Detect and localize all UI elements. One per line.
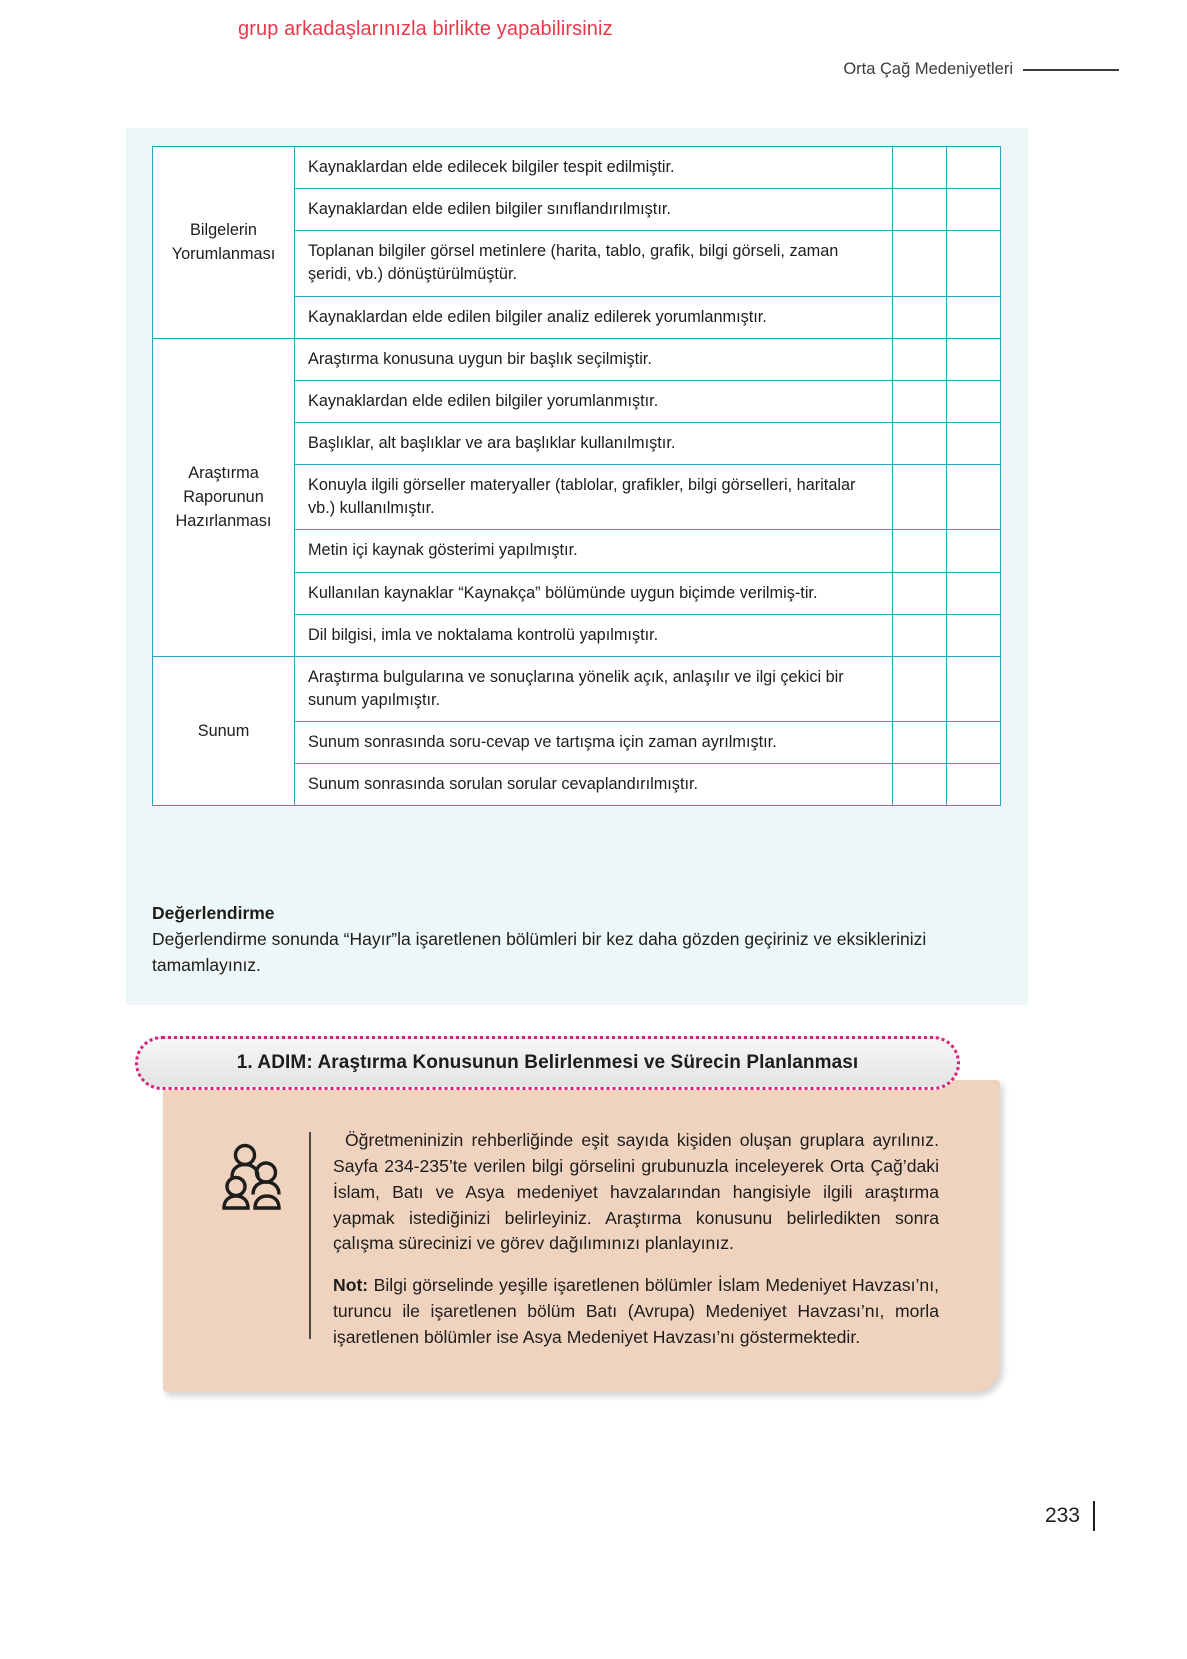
rubric-no-cell[interactable]	[947, 231, 1001, 296]
rubric-category-line: Sunum	[197, 722, 250, 741]
rubric-no-cell[interactable]	[947, 147, 1001, 189]
rubric-category-line: Raporunun	[183, 488, 264, 507]
rubric-no-cell[interactable]	[947, 722, 1001, 764]
rubric-statement-cell: Kaynaklardan elde edilen bilgiler yorumlanmıştır.	[295, 380, 893, 422]
rubric-no-cell[interactable]	[947, 530, 1001, 572]
step-banner-label: 1. ADIM: Araştırma Konusunun Belirlenmesi ve Sürecin Planlanması	[236, 1052, 859, 1073]
rubric-category-line: Araştırma	[188, 464, 259, 483]
instruction-text	[333, 1120, 939, 1351]
rubric-statement-cell: Araştırma bulgularına ve sonuçlarına yönelik açık, anlaşılır ve ilgi çekici bir sunum yapılmıştır.	[295, 656, 893, 721]
rubric-statement-cell: Kaynaklardan elde edilen bilgiler sınıflandırılmıştır.	[295, 189, 893, 231]
rubric-statement-cell: Kaynaklardan elde edilecek bilgiler tespit edilmiştir.	[295, 147, 893, 189]
instruction-paragraph: Öğretmeninizin rehberliğinde eşit sayıda kişiden oluşan gruplara ayrılınız. Sayfa 234-235’te verilen bilgi görselini grubunuzla inceleyerek Orta Çağ’daki İslam, Batı ve Asya medeniyet havzalarından hangisiyle ilgili araştırma yapmak istediğinizi belirleyiniz. Araştırma konusunu belirledikten sonra çalışma sürecinizi ve görev dağılımınızı planlayınız.	[333, 1130, 939, 1254]
rubric-no-cell[interactable]	[947, 465, 1001, 530]
rubric-yes-cell[interactable]	[893, 338, 947, 380]
rubric-yes-cell[interactable]	[893, 296, 947, 338]
rubric-yes-cell[interactable]	[893, 572, 947, 614]
table-row	[153, 147, 1001, 189]
rubric-yes-cell[interactable]	[893, 656, 947, 721]
evaluation-note	[152, 903, 1000, 979]
running-head-label: Orta Çağ Medeniyetleri	[843, 60, 1013, 78]
rubric-no-cell[interactable]	[947, 656, 1001, 721]
rubric-statement-cell: Metin içi kaynak gösterimi yapılmıştır.	[295, 530, 893, 572]
rubric-no-cell[interactable]	[947, 572, 1001, 614]
rubric-yes-cell[interactable]	[893, 380, 947, 422]
rubric-statement-cell: Dil bilgisi, imla ve noktalama kontrolü yapılmıştır.	[295, 614, 893, 656]
rubric-no-cell[interactable]	[947, 614, 1001, 656]
rubric-yes-cell[interactable]	[893, 530, 947, 572]
rubric-no-cell[interactable]	[947, 338, 1001, 380]
page-top-note: grup arkadaşlarınızla birlikte yapabilirsiniz	[238, 18, 613, 40]
group-people-icon	[219, 1120, 295, 1351]
rubric-no-cell[interactable]	[947, 380, 1001, 422]
rubric-category-cell	[153, 656, 295, 806]
rubric-statement-cell: Araştırma konusuna uygun bir başlık seçilmiştir.	[295, 338, 893, 380]
evaluation-title: Değerlendirme	[152, 903, 275, 923]
rubric-yes-cell[interactable]	[893, 189, 947, 231]
rubric-yes-cell[interactable]	[893, 231, 947, 296]
rubric-category-line: Hazırlanması	[175, 512, 272, 531]
rubric-yes-cell[interactable]	[893, 147, 947, 189]
folio-rule	[1093, 1501, 1095, 1531]
running-head	[843, 60, 1119, 79]
rubric-yes-cell[interactable]	[893, 764, 947, 806]
rubric-statement-cell: Toplanan bilgiler görsel metinlere (harita, tablo, grafik, bilgi görseli, zaman şeridi, vb.) dönüştürülmüştür.	[295, 231, 893, 296]
rubric-yes-cell[interactable]	[893, 722, 947, 764]
rubric-category-cell	[153, 147, 295, 339]
rubric-category-line: Yorumlanması	[171, 245, 276, 264]
page-number: 233	[1044, 1504, 1080, 1527]
rubric-statement-cell: Kullanılan kaynaklar “Kaynakça” bölümünde uygun biçimde verilmiş-tir.	[295, 572, 893, 614]
rubric-yes-cell[interactable]	[893, 614, 947, 656]
rubric-no-cell[interactable]	[947, 422, 1001, 464]
table-row	[153, 656, 1001, 721]
instruction-note-text: Bilgi görselinde yeşille işaretlenen bölümler İslam Medeniyet Havzası’nı, turuncu ile işaretlenen bölüm Batı (Avrupa) Medeniyet Havzası’nı, morla işaretlenen bölümler ise Asya Medeniyet Havzası’nı göstermektedir.	[333, 1275, 939, 1348]
rubric-body	[153, 147, 1001, 806]
instruction-note	[333, 1273, 939, 1351]
rubric-no-cell[interactable]	[947, 189, 1001, 231]
evaluation-body: Değerlendirme sonunda “Hayır”la işaretlenen bölümleri bir kez daha gözden geçiriniz ve eksiklerinizi tamamlayınız.	[152, 929, 927, 975]
step-banner	[135, 1036, 960, 1090]
rubric-statement-cell: Konuyla ilgili görseller materyaller (tablolar, grafikler, bilgi görselleri, haritalar vb.) kullanılmıştır.	[295, 465, 893, 530]
rubric-category-line: Bilgelerin	[190, 221, 257, 240]
rubric-no-cell[interactable]	[947, 764, 1001, 806]
evaluation-rubric-table	[152, 146, 1001, 806]
rubric-category-cell	[153, 338, 295, 656]
rubric-statement-cell: Sunum sonrasında soru-cevap ve tartışma için zaman ayrılmıştır.	[295, 722, 893, 764]
instruction-note-label: Not:	[333, 1275, 369, 1296]
rubric-statement-cell: Başlıklar, alt başlıklar ve ara başlıklar kullanılmıştır.	[295, 422, 893, 464]
instruction-divider	[309, 1132, 311, 1339]
rubric-statement-cell: Kaynaklardan elde edilen bilgiler analiz edilerek yorumlanmıştır.	[295, 296, 893, 338]
rubric-no-cell[interactable]	[947, 296, 1001, 338]
running-head-rule	[1023, 69, 1119, 71]
rubric-statement-cell: Sunum sonrasında sorulan sorular cevaplandırılmıştır.	[295, 764, 893, 806]
rubric-yes-cell[interactable]	[893, 465, 947, 530]
rubric-yes-cell[interactable]	[893, 422, 947, 464]
page-folio	[1045, 1501, 1095, 1531]
instruction-box-content	[219, 1120, 939, 1351]
table-row	[153, 338, 1001, 380]
